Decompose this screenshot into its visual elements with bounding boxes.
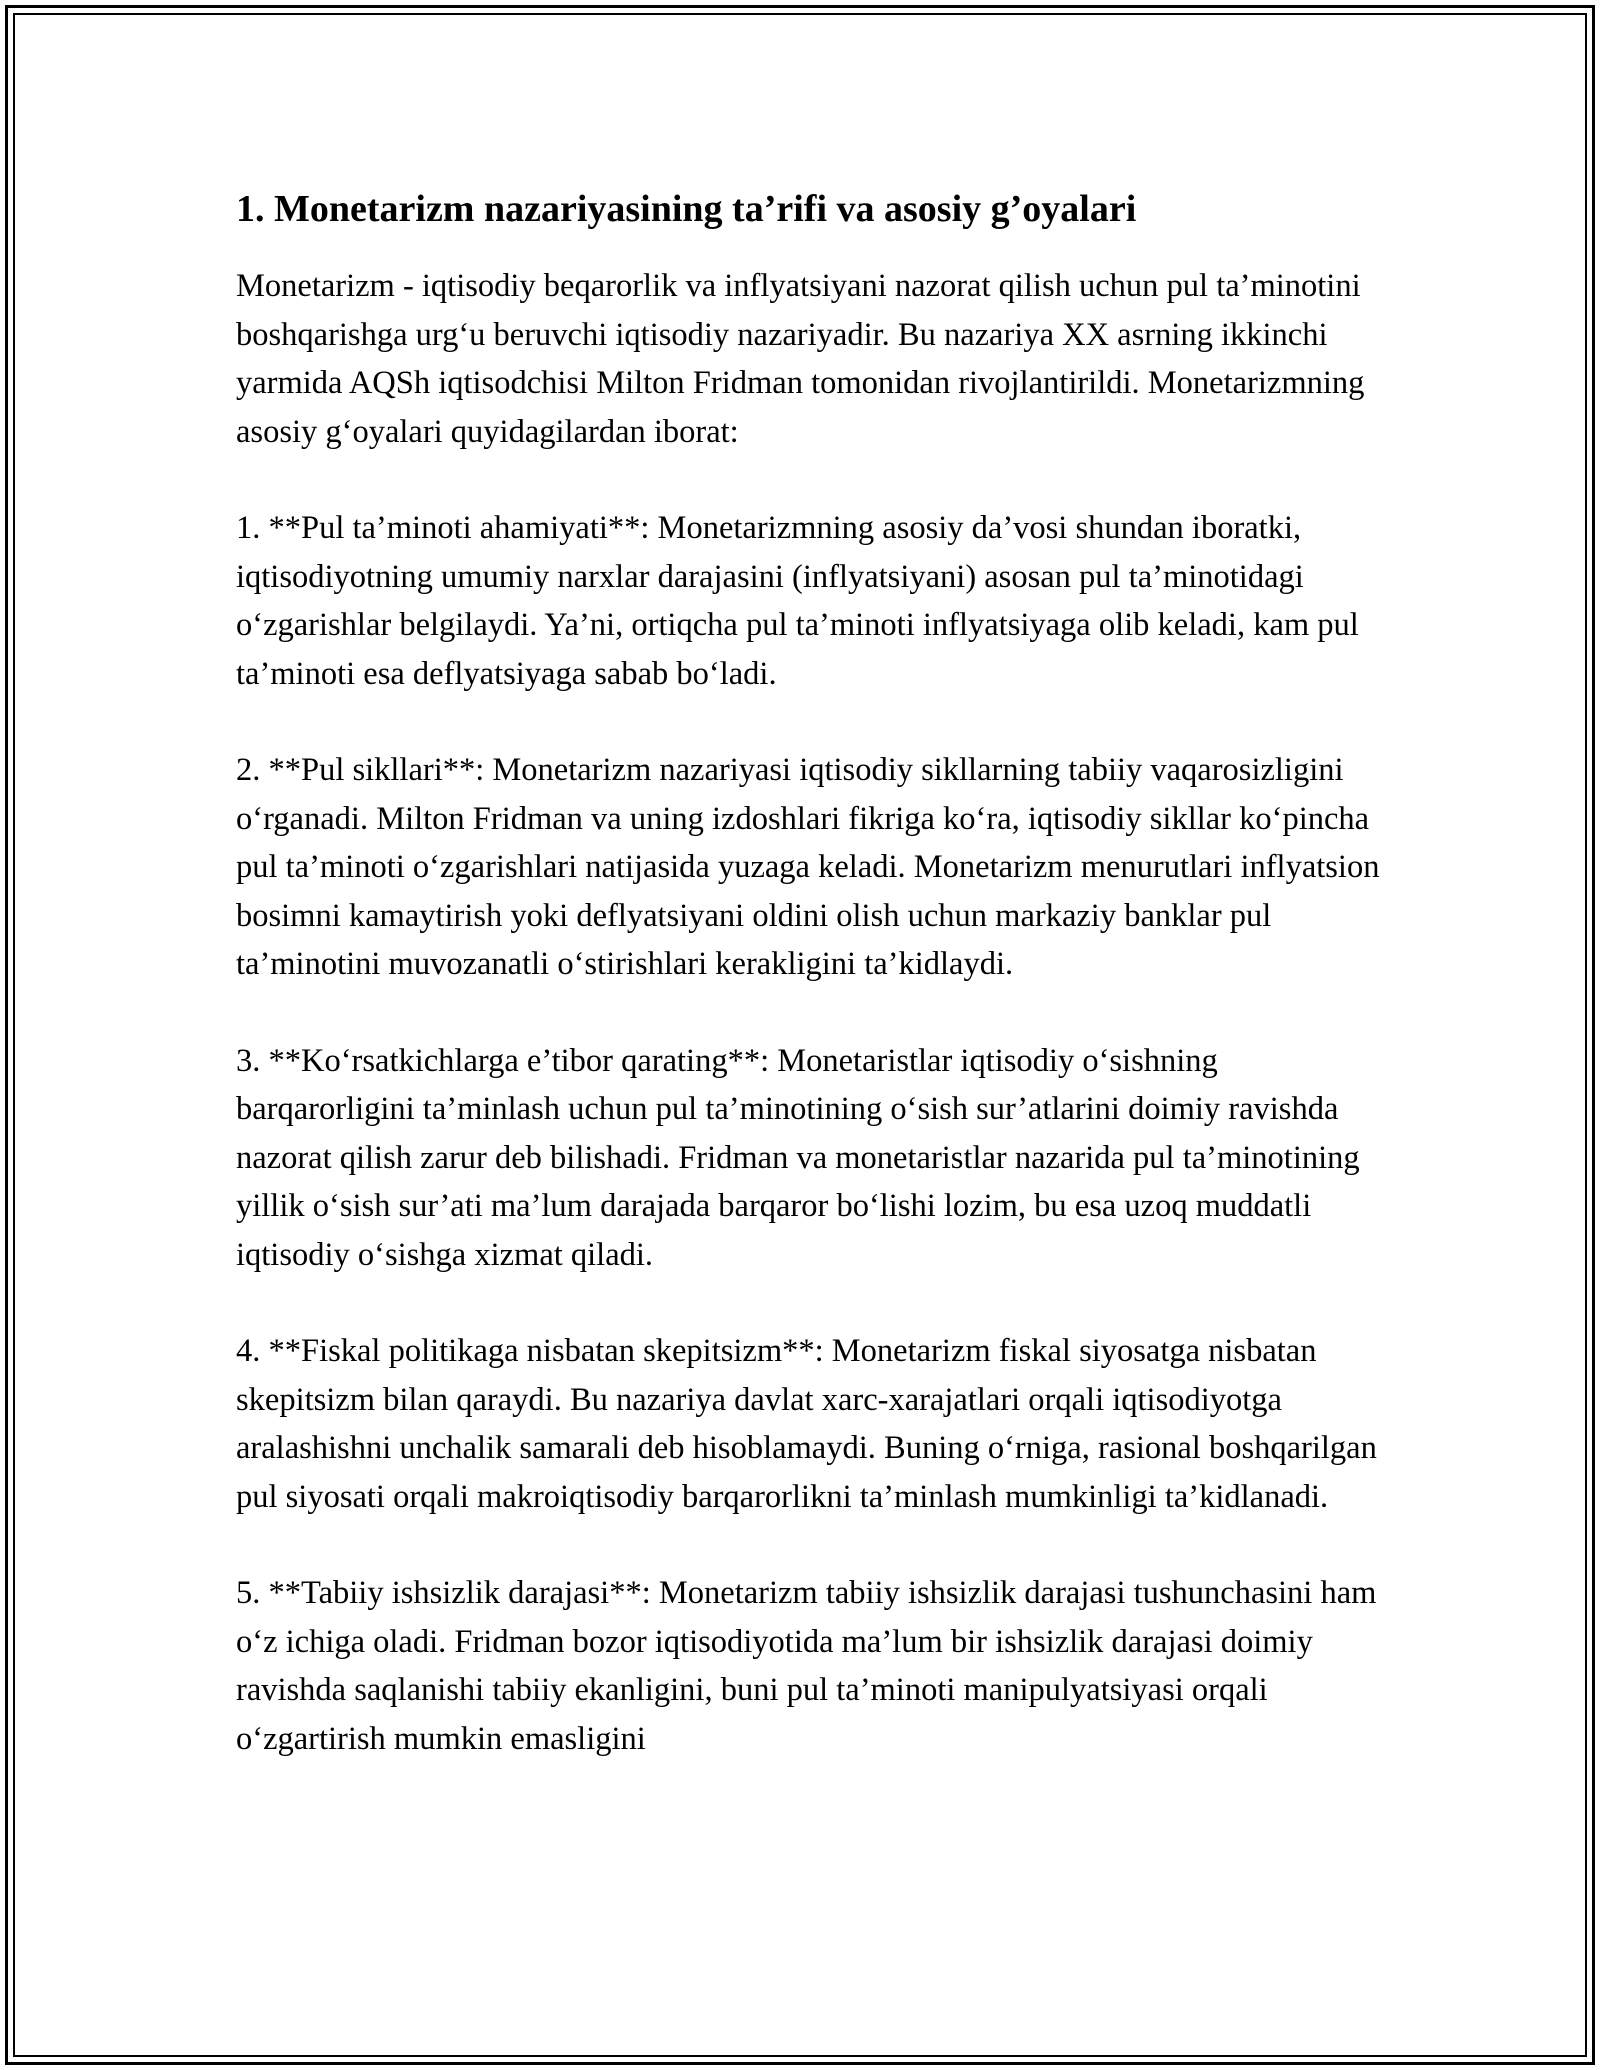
paragraph-fiscal-skepticism: 4. **Fiskal politikaga nisbatan skepitsizm**: Monetarizm fiskal siyosatga nisbatan skepitsizm bilan qaraydi. Bu nazariya davlat xarc-xarajatlari orqali iqtisodiyotga aralashishni unchalik samarali deb hisoblamaydi. Buning o‘rniga, rasional boshqarilgan pul siyosati orqali makroiqtisodiy barqarorlikni ta’minlash mumkinligi ta’kidlanadi. [236,1333,1377,1515]
paragraph-indicators: 3. **Ko‘rsatkichlarga e’tibor qarating**: Monetaristlar iqtisodiy o‘sishning barqarorligini ta’minlash uchun pul ta’minotining o‘sish sur’atlarini doimiy ravishda nazorat qilish zarur deb bilishadi. Fridman va monetaristlar nazarida pul ta’minotining yillik o‘sish sur’ati ma’lum darajada barqaror bo‘lishi lozim, bu esa uzoq muddatli iqtisodiy o‘sishga xizmat qiladi. [236,1042,1360,1273]
paragraph-money-cycles: 2. **Pul sikllari**: Monetarizm nazariyasi iqtisodiy sikllarning tabiiy vaqarosizligini o‘rganadi. Milton Fridman va uning izdoshlari fikriga ko‘ra, iqtisodiy sikllar ko‘pincha pul ta’minoti o‘zgarishlari natijasida yuzaga keladi. Monetarizm menurutlari inflyatsion bosimni kamaytirish yoki deflyatsiyani oldini olish uchun markaziy banklar pul ta’minotini muvozanatli o‘stirishlari kerakligini ta’kidlaydi. [236,752,1380,982]
paragraph-money-supply: 1. **Pul ta’minoti ahamiyati**: Monetarizmning asosiy da’vosi shundan iboratki, iqtisodiyotning umumiy narxlar darajasini (inflyatsiyani) asosan pul ta’minotidagi o‘zgarishlar belgilaydi. Ya’ni, ortiqcha pul ta’minoti inflyatsiyaga olib keladi, kam pul ta’minoti esa deflyatsiyaga sabab bo‘ladi. [236,510,1359,692]
intro-paragraph: Monetarizm - iqtisodiy beqarorlik va inflyatsiyani nazorat qilish uchun pul ta’minotini boshqarishga urg‘u beruvchi iqtisodiy nazariyadir. Bu nazariya XX asrning ikkinchi yarmida AQSh iqtisodchisi Milton Fridman tomonidan rivojlantirildi. Monetarizmning asosiy g‘oyalari quyidagilardan iborat: [236,268,1365,450]
document-heading: 1. Monetarizm nazariyasining ta’rifi va asosiy g’oyalari [236,188,1137,230]
document-body [236,186,1386,1763]
paragraph-natural-unemployment: 5. **Tabiiy ishsizlik darajasi**: Monetarizm tabiiy ishsizlik darajasi tushunchasini ham o‘z ichiga oladi. Fridman bozor iqtisodiyotida ma’lum bir ishsizlik darajasi doimiy ravishda saqlanishi tabiiy ekanligini, buni pul ta’minoti manipulyatsiyasi orqali o‘zgartirish mumkin emasligini [236,1575,1377,1757]
